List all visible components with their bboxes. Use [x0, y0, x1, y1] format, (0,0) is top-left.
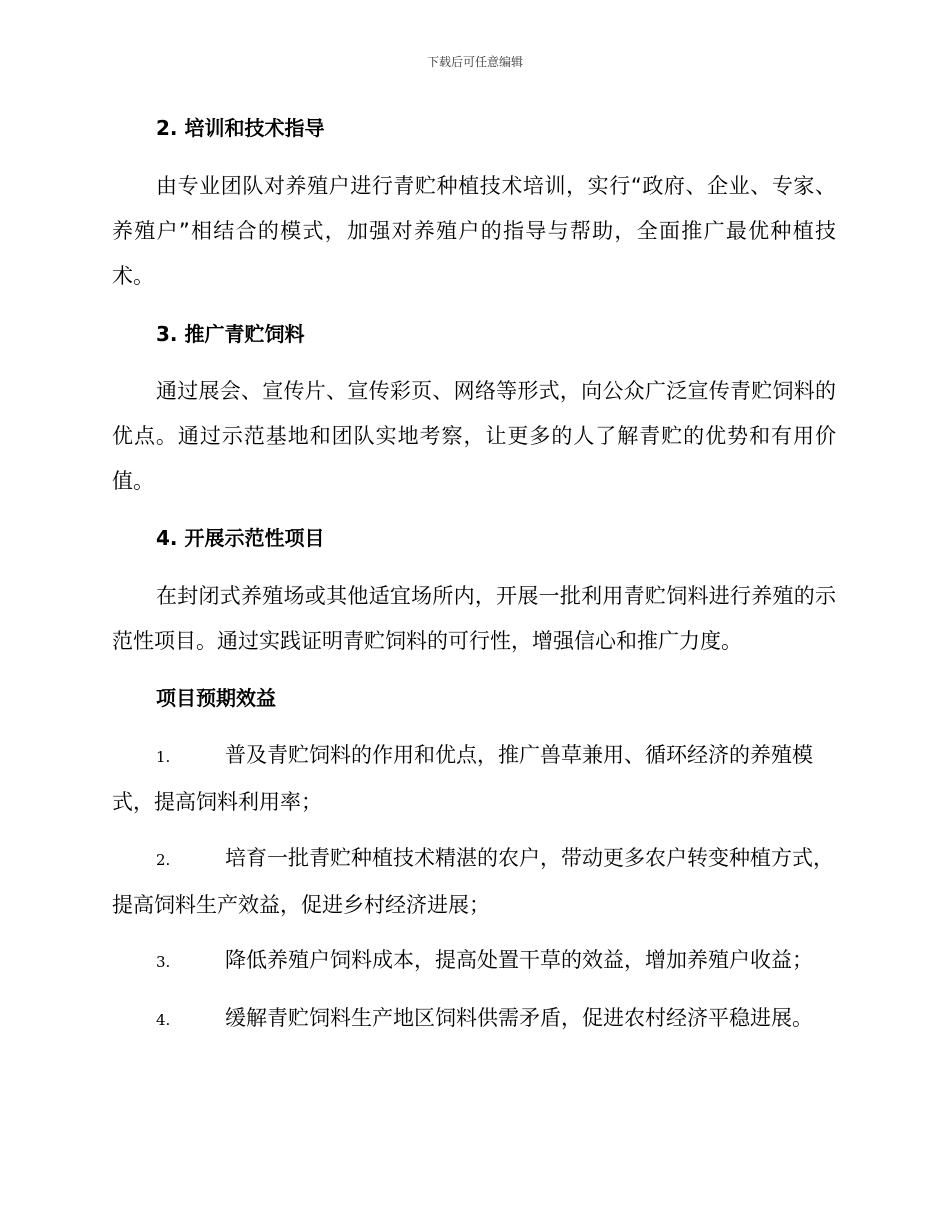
benefit-number: 3. — [156, 953, 171, 971]
section-heading-demonstration: 4. 开展示范性项目 — [156, 526, 325, 550]
section-paragraph-promotion: 通过展会、宣传片、宣传彩页、网络等形式，向公众广泛宣传青贮饲料的优点。通过示范基地和团队实地考察，让更多的人了解青贮的优势和有用价值。 — [112, 379, 836, 493]
section-paragraph-demonstration: 在封闭式养殖场或其他适宜场所内，开展一批利用青贮饲料进行养殖的示范性项目。通过实践证明青贮饲料的可行性，增强信心和推广力度。 — [112, 584, 836, 653]
benefit-text: 普及青贮饲料的作用和优点，推广兽草兼用、循环经济的养殖模式，提高饲料利用率； — [112, 743, 813, 814]
benefit-text: 培育一批青贮种植技术精湛的农户，带动更多农户转变种植方式，提高饲料生产效益，促进乡村经济进展； — [112, 846, 834, 917]
benefit-item — [112, 996, 836, 1043]
benefit-number: 1. — [156, 748, 171, 766]
benefit-text: 降低养殖户饲料成本，提高处置干草的效益，增加养殖户收益； — [225, 948, 813, 972]
page-header: 下载后可任意编辑 — [426, 55, 523, 69]
benefit-item — [112, 733, 836, 825]
benefit-item — [112, 836, 836, 928]
section-heading-promotion: 3. 推广青贮饲料 — [156, 322, 305, 346]
section-heading-training: 2. 培训和技术指导 — [156, 116, 325, 140]
section-paragraph-training: 由专业团队对养殖户进行青贮种植技术培训，实行“政府、企业、专家、养殖户”相结合的模式，加强对养殖户的指导与帮助，全面推广最优种植技术。 — [112, 174, 836, 288]
benefit-number: 4. — [156, 1011, 171, 1029]
benefit-item — [112, 938, 836, 985]
benefit-text: 缓解青贮饲料生产地区饲料供需矛盾，促进农村经济平稳进展。 — [225, 1006, 813, 1030]
benefits-heading: 项目预期效益 — [156, 686, 276, 710]
benefit-number: 2. — [156, 851, 171, 869]
